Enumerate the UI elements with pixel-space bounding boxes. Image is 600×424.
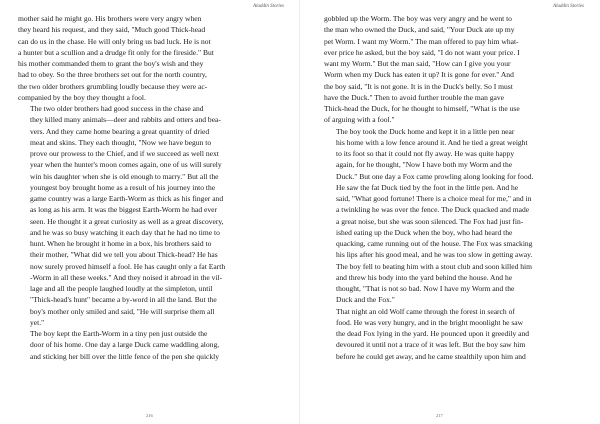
page-number-left: 216: [146, 413, 153, 418]
text-line: hunt. When he brought it home in a box, his brothers said to: [30, 239, 212, 248]
text-line: a hunter but a scullion and a drudge fit only for the fireside." But: [18, 47, 214, 57]
text-line: devoured it until not a trace of it was left. But the boy saw him: [336, 340, 526, 350]
text-line: had to obey. So the three brothers set out for the north country,: [18, 70, 207, 80]
text-line: his home with a low fence around it. And he tied a great weight: [336, 137, 528, 147]
text-line: said, "What good fortune! There is a choice meal for me," and in: [336, 194, 532, 203]
text-line: the boy said, "It is not gone. It is in the Duck's belly. So I must: [324, 81, 513, 91]
text-line: Thick-head the Duck, for he thought to himself, "What is the use: [324, 104, 520, 113]
text-line: can do us in the chase. He will only bring us bad luck. He is not: [18, 36, 211, 46]
text-line: of arguing with a fool.": [324, 115, 395, 125]
text-line: have the Duck." Then to avoid further trouble the man gave: [324, 92, 505, 102]
text-line: boy's mother only smiled and said, "He will surprise them all: [30, 306, 215, 316]
text-line: The two older brothers had good success in the chase and: [30, 104, 204, 113]
text-line: The boy took the Duck home and kept it in a little pen near: [336, 126, 515, 136]
left-page-text: [18, 13, 274, 362]
paragraph: [324, 126, 580, 306]
running-head-left: Aladdin Stories: [253, 4, 284, 9]
text-line: ever price he asked, but the boy said, "I do not want your price. I: [324, 47, 520, 57]
page-number-right: 217: [436, 413, 443, 418]
text-line: prove our prowess to the Chief, and if we succeed as well next: [30, 149, 219, 158]
text-line: a great noise, but she was soon silenced. The Fox had just fin-: [336, 216, 524, 226]
text-line: food. He was very hungry, and in the bright moonlight he saw: [336, 317, 524, 327]
text-line: the man who owned the Duck, and said, "Your Duck ate up my: [324, 25, 515, 35]
paragraph: [18, 13, 274, 103]
text-line: companied by the boy they thought a fool.: [18, 92, 146, 102]
text-line: gobbled up the Worm. The boy was very angry and he went to: [324, 14, 512, 23]
text-line: The boy kept the Earth-Worm in a tiny pen just outside the: [30, 329, 208, 338]
text-line: vers. And they came home bearing a great quantity of dried: [30, 126, 210, 136]
text-line: "Thick-head's hunt" became a by-word in all the land. But the: [30, 295, 217, 305]
text-line: and sticking her bill over the little fence of the pen she quickly: [30, 351, 220, 361]
text-line: before he could get away, and he came stealthily upon him and: [336, 351, 526, 361]
text-line: He saw the fat Duck tied by the foot in the little pen. And he: [336, 182, 519, 192]
text-line: Duck." But one day a Fox came prowling along looking for food.: [336, 171, 534, 181]
text-line: year when the hunter's moon comes again, one of us will surely: [30, 160, 222, 170]
paragraph: [18, 103, 274, 328]
text-line: meat and skins. They each thought, "Now we have begun to: [30, 137, 212, 147]
right-page: [300, 0, 600, 424]
paragraph: [18, 328, 274, 362]
text-line: a twinkling he was over the fence. The Duck quacked and made: [336, 205, 530, 215]
text-line: thought, "That is not so bad. Now I have my Worm and the: [336, 284, 515, 293]
text-line: quacking, came running out of the house. The Fox was smacking: [336, 239, 533, 248]
right-page-text: [324, 13, 580, 362]
text-line: seen. He thought it a great curiosity as well as a great discovery,: [30, 216, 224, 226]
text-line: That night an old Wolf came through the forest in search of: [336, 306, 515, 316]
text-line: to its foot so that it could not fly away. He was quite happy: [336, 149, 515, 158]
text-line: his lips after his good meal, and he was too slow in getting away.: [336, 250, 533, 260]
text-line: and threw his body into the yard behind the house. And he: [336, 272, 513, 282]
text-line: -Worm in all these weeks." And they noised it abroad in the vil-: [30, 272, 223, 282]
text-line: The boy fell to beating him with a stout club and soon killed him: [336, 261, 532, 271]
text-line: Duck and the Fox.": [336, 295, 395, 305]
text-line: his mother commanded them to grant the boy's wish and they: [18, 59, 204, 68]
text-line: lage and all the people laughed loudly at the simpleton, until: [30, 284, 213, 293]
text-line: they heard his request, and they said, "Much good Thick-head: [18, 25, 206, 35]
text-line: game country was a large Earth-Worm as thick as his finger and: [30, 194, 224, 203]
text-line: mother said he might go. His brothers were very angry when: [18, 14, 202, 23]
text-line: again, for he thought, "Now I have both my Worm and the: [336, 160, 513, 170]
text-line: the two older brothers grumbling loudly because they were ac-: [18, 81, 208, 91]
text-line: youngest boy brought home as a result of his journey into the: [30, 182, 216, 192]
text-line: win his daughter when she is old enough to marry." But all the: [30, 171, 219, 181]
text-line: want my Worm." But the man said, "How can I give you your: [324, 59, 511, 68]
text-line: pet Worm. I want my Worm." The man offered to pay him what-: [324, 36, 519, 46]
paragraph: [324, 13, 580, 126]
text-line: their mother, "What did we tell you about Thick-head? He has: [30, 250, 218, 260]
text-line: the dead Fox lying in the yard. He pounced upon it greedily and: [336, 329, 530, 338]
text-line: ished eating up the Duck when the boy, who had heard the: [336, 227, 513, 237]
text-line: yet.": [30, 317, 45, 327]
text-line: now surely proved himself a fool. He has caught only a fat Earth: [30, 261, 226, 271]
text-line: Worm when my Duck has eaten it up? It is gone for ever." And: [324, 70, 514, 80]
running-head-right: Aladdin Stories: [553, 4, 584, 9]
text-line: and he was so busy watching it each day that he had no time to: [30, 227, 220, 237]
paragraph: [324, 306, 580, 362]
text-line: door of his home. One day a large Duck came waddling along,: [30, 340, 220, 350]
text-line: as long as his arm. It was the biggest Earth-Worm he had ever: [30, 205, 217, 215]
text-line: they killed many animals—deer and rabbits and otters and bea-: [30, 115, 221, 125]
